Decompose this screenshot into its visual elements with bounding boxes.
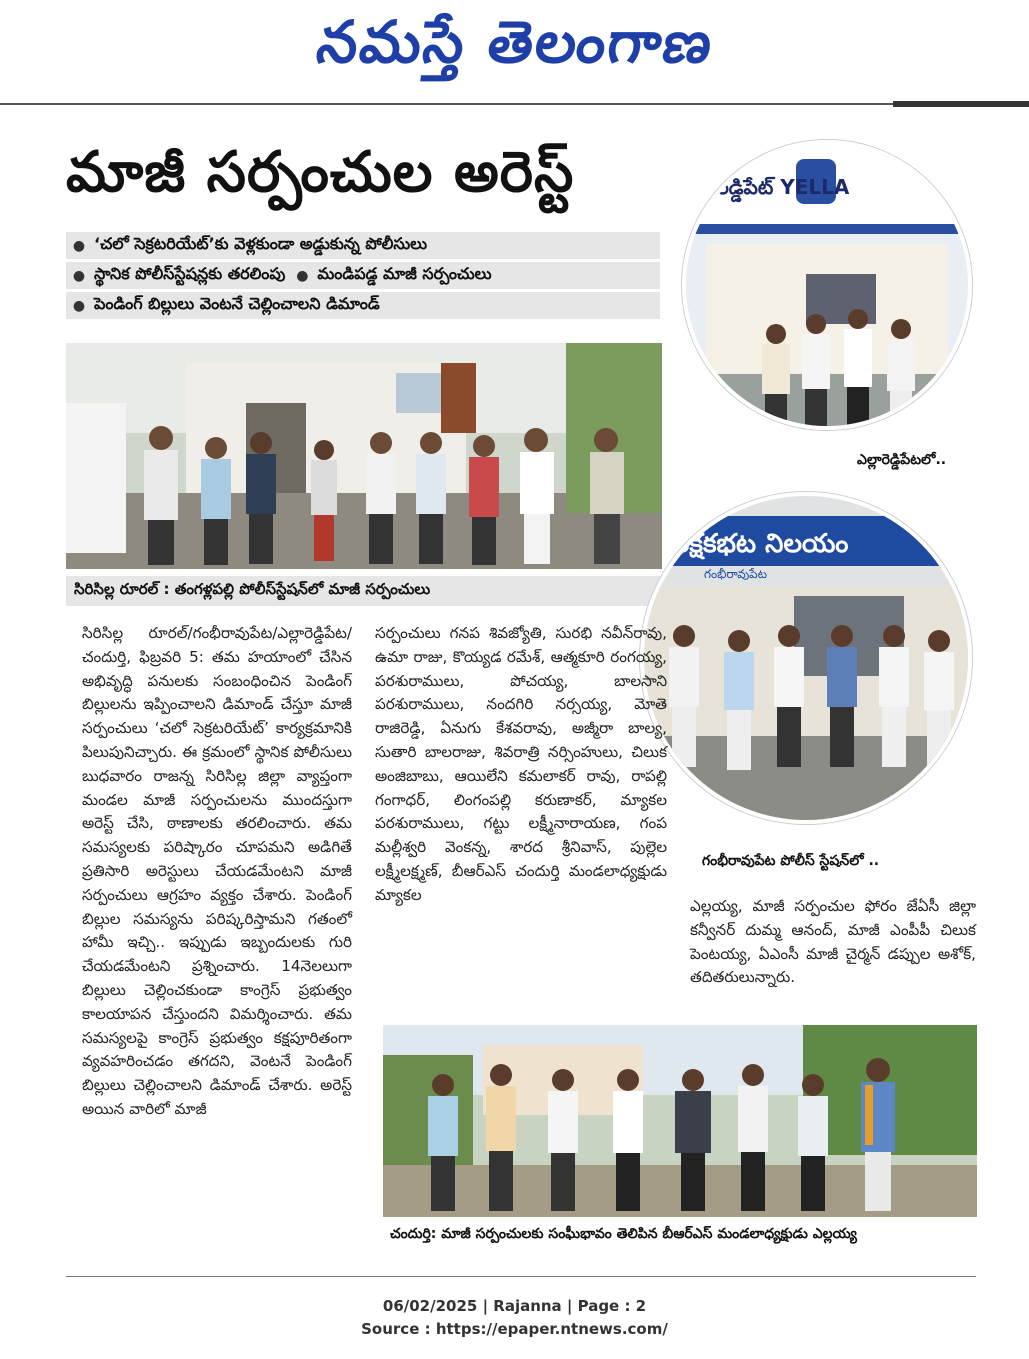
gambhiraopet-sign: రక్షకభట నిలయం (674, 529, 849, 559)
bullet-item (66, 232, 660, 259)
photo-caption-main: సిరిసిల్ల రూరల్ : తంగళ్లపల్లి పోలీస్‌స్టేషన్‌లో మాజీ సర్పంచులు (66, 576, 662, 606)
subheadline-bullets (66, 232, 660, 322)
chandurthi-photo (383, 1025, 977, 1217)
yellareddypet-photo (682, 140, 972, 430)
article-body-column-2 (375, 622, 667, 1017)
bullet-icon: ● (296, 267, 309, 284)
photo-caption-yellareddypet: ఎల్లారెడ్డిపేటలో.. (857, 452, 947, 468)
footer-divider (66, 1276, 976, 1277)
bullet-text: మండిపడ్డ మాజీ సర్పంచులు (317, 264, 492, 283)
bullet-text: స్థానిక పోలీస్‌స్టేషన్లకు తరలింపు (94, 264, 286, 283)
bullet-icon: ● (72, 267, 86, 284)
article-body-column-1 (82, 622, 352, 1262)
article-headline: మాజీ సర్పంచుల అరెస్ట్ (66, 140, 575, 205)
footer-date-edition: 06/02/2025 | Rajanna | Page : 2 (382, 1297, 647, 1315)
article-body-text: సర్పంచులు గనప శివజ్యోతి, సురభి నవీన్‌రావు, ఉమా రాజు, కొయ్యడ రమేశ్, ఆత్మకూరి రంగయ్య, పరశురాములు, పోచయ్య, బాలసాని పరశురాములు, నందగిరి నర్సయ్య, మోతె రాజిరెడ్డి, ఏనుగు కేశవరావు, అజ్మీరా బాల్య, సుతారి బాలరాజు, శివరాత్రి నర్సింహులు, చిలుక అంజిబాబు, ఆయిలేని కమలాకర్ రావు, రాపల్లి గంగాధర్, లింగంపల్లి కరుణాకర్, మ్యాకల పరశురాములు, గట్టు లక్ష్మీనారాయణ, గంప మల్లీశ్వరి వెంకన్న, శారద శ్రీనివాస్, పుల్లెల లక్ష్మీలక్ష్మణ్, బీఆర్ఎస్ చందుర్తి మండలాధ్యక్షుడు మ్యాకల (375, 624, 667, 904)
gambhiraopet-subsign: గంభీరావుపేట (704, 567, 767, 581)
photo-caption-gambhiraopet: గంభీరావుపేట పోలీస్ స్టేషన్‌లో .. (702, 853, 880, 869)
article-body-column-3 (690, 895, 976, 1005)
bullet-item (66, 262, 660, 289)
newspaper-logo: నమస్తే తెలంగాణ (312, 8, 719, 76)
yellareddypet-sign: ల్లారెడ్డిపేట్ YELLA (696, 175, 850, 199)
masthead (0, 0, 1029, 108)
gambhiraopet-photo (640, 492, 972, 824)
bullet-icon: ● (72, 237, 86, 254)
article-body-text: సిరిసిల్ల రూరల్/గంభీరావుపేట/ఎల్లారెడ్డిపేట/చందుర్తి, ఫిబ్రవరి 5: తమ హయాంలో చేసిన అభివృద్ధి పనులకు సంబంధించిన పెండింగ్ బిల్లులను ఇప్పించాలని డిమాండ్ చేస్తూ మాజీ సర్పంచులు ‘చలో సెక్రటరియేట్’ కార్యక్రమానికి పిలుపునిచ్చారు. ఈ క్రమంలో స్థానిక పోలీసులు బుధవారం రాజన్న సిరిసిల్ల జిల్లా వ్యాప్తంగా మండల మాజీ సర్పంచులను ముందస్తుగా అరెస్ట్ చేసి, ఠాణాలకు తరలించారు. తమ సమస్యలకు పరిష్కారం చూపమని అడిగితే ప్రతిసారి అరెస్టులు చేయడమేంటని మాజీ సర్పంచులు ఆగ్రహం వ్యక్తం చేశారు. పెండింగ్ బిల్లుల సమస్యను పరిష్కరిస్తామని గతంలో హామీ ఇచ్చి.. ఇప్పుడు ఇబ్బందులకు గురి చేయడమేంటని ప్రశ్నించారు. 14నెలలుగా బిల్లులు చెల్లించకుండా కాంగ్రెస్ ప్రభుత్వం కాలయాపన చేస్తుందని విమర్శించారు. తమ సమస్యలపై కాంగ్రెస్ ప్రభుత్వం కక్షపూరితంగా వ్యవహరించడం తగదని, వెంటనే పెండింగ్ బిల్లులు చెల్లించాలని డిమాండ్ చేశారు. అరెస్ట్ అయిన వారిలో మాజీ (82, 624, 352, 1118)
bullet-text: ‘చలో సెక్రటరియేట్’కు వెళ్లకుండా అడ్డుకున్న పోలీసులు (94, 234, 428, 253)
main-group-photo (66, 343, 662, 569)
masthead-divider (0, 103, 1029, 105)
footer-source: Source : https://epaper.ntnews.com/ (361, 1320, 668, 1338)
masthead-divider-accent (893, 101, 1029, 107)
photo-caption-chandurthi: చందుర్తి: మాజీ సర్పంచులకు సంఘీభావం తెలిపిన బీఆర్ఎస్ మండలాధ్యక్షుడు ఎల్లయ్య (390, 1226, 857, 1242)
bullet-item (66, 292, 660, 319)
article-body-text: ఎల్లయ్య, మాజీ సర్పంచుల ఫోరం జేఏసీ జిల్లా కన్వీనర్ దుమ్మ ఆనంద్, మాజీ ఎంపీపీ చిలుక పెంటయ్య, ఏఎంసీ మాజీ చైర్మన్ డప్పుల అశోక్, తదితరులున్నారు. (690, 897, 976, 987)
bullet-text: పెండింగ్ బిల్లులు వెంటనే చెల్లించాలని డిమాండ్ (94, 294, 380, 313)
bullet-icon: ● (72, 297, 86, 314)
